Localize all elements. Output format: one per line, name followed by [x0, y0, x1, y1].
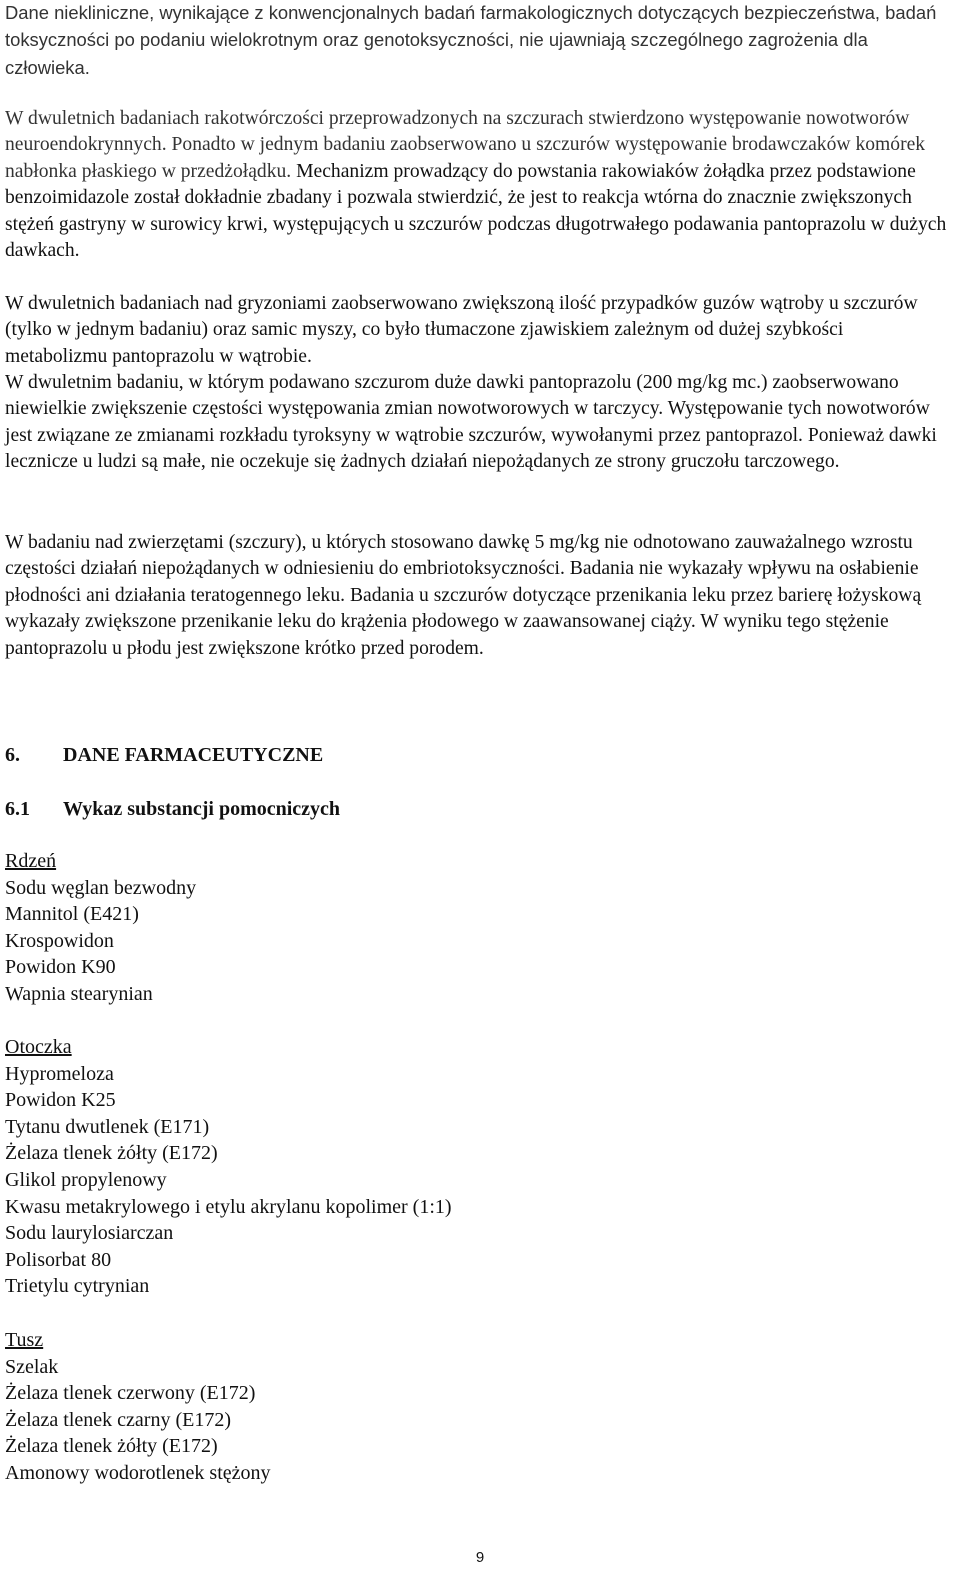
- paragraph-liver-tumors: W dwuletnich badaniach nad gryzoniami zaobserwowano zwiększoną ilość przypadków guzów wątroby u szczurów (tylko w jednym badaniu) oraz samic myszy, co było tłumaczone zjawiskiem zależnym od dużej szybkości metabolizmu pantoprazolu w wątrobie.: [5, 293, 918, 367]
- list-subheading: Rdzeń: [5, 850, 57, 872]
- list-item: Glikol propylenowy: [5, 1168, 167, 1191]
- paragraph-embryotoxicity: W badaniu nad zwierzętami (szczury), u których stosowano dawkę 5 mg/kg nie odnotowano zauważalnego wzrostu częstości działań niepożądanych w odniesieniu do embriotoksyczności. Badania nie wykazały wpływu na osłabienie płodności ani działania teratogennego leku. Badania u szczurów dotyczące przenikania leku przez barierę łożyskową wykazały zwiększone przenikanie leku do krążenia płodowego w zaawansowanej ciąży. W wyniku tego stężenie pantoprazolu u płodu jest zwiększone krótko przed porodem.: [5, 532, 922, 659]
- core-excipients-list: [5, 848, 196, 1008]
- section-number: 6.: [5, 744, 20, 766]
- list-item: Sodu węglan bezwodny: [5, 876, 197, 899]
- list-item: Sodu laurylosiarczan: [5, 1222, 174, 1245]
- list-subheading: Tusz: [5, 1329, 44, 1351]
- section-title: DANE FARMACEUTYCZNE: [63, 744, 324, 766]
- list-item: Żelaza tlenek żółty (E172): [5, 1435, 218, 1458]
- section-6-heading: [5, 742, 323, 768]
- list-item: Amonowy wodorotlenek stężony: [5, 1461, 271, 1484]
- paragraph-carcinogenicity: W dwuletnich badaniach rakotwórczości przeprowadzonych na szczurach stwierdzono występowanie nowotworów neuroendokrynnych. Ponadto w jednym badaniu zaobserwowano u szczurów występowanie brodawczaków komórek nabłonka płaskiego w przedżołądku. Mechanizm prowadzący do powstania rakowiaków żołądka przez podstawione benzoimidazole został dokładnie zbadany i pozwala stwierdzić, że jest to reakcja wtórna do znacznie zwiększonych stężeń gastryny w surowicy krwi, występujących u szczurów podczas długotrwałego podawania pantoprazolu w dużych dawkach.: [5, 108, 947, 262]
- section-6-1-heading: [5, 796, 340, 822]
- section-title: Wykaz substancji pomocniczych: [63, 798, 341, 820]
- paragraph-thyroid: W dwuletnim badaniu, w którym podawano szczurom duże dawki pantoprazolu (200 mg/kg mc.) zaobserwowano niewielkie zwiększenie częstości występowania zmian nowotworowych w tarczycy. Występowanie tych nowotworów jest związane ze zmianami rozkładu tyroksyny w wątrobie szczurów, wywołanymi przez pantoprazol. Ponieważ dawki lecznicze u ludzi są małe, nie oczekuje się żadnych działań niepożądanych ze strony gruczołu tarczowego.: [5, 372, 937, 473]
- list-item: Kwasu metakrylowego i etylu akrylanu kopolimer (1:1): [5, 1195, 452, 1218]
- section-number: 6.1: [5, 798, 30, 820]
- list-item: Polisorbat 80: [5, 1248, 112, 1271]
- list-item: Żelaza tlenek żółty (E172): [5, 1142, 218, 1165]
- page-number: 9: [475, 1549, 485, 1566]
- list-item: Żelaza tlenek czerwony (E172): [5, 1382, 256, 1405]
- list-item: Żelaza tlenek czarny (E172): [5, 1408, 231, 1431]
- list-item: Powidon K25: [5, 1089, 116, 1112]
- coating-excipients-list: [5, 1034, 452, 1300]
- list-item: Trietylu cytrynian: [5, 1275, 150, 1298]
- list-item: Szelak: [5, 1355, 59, 1378]
- ink-excipients-list: [5, 1327, 271, 1487]
- list-subheading: Otoczka: [5, 1036, 72, 1058]
- list-item: Tytanu dwutlenek (E171): [5, 1115, 210, 1138]
- list-item: Powidon K90: [5, 956, 116, 979]
- list-item: Krospowidon: [5, 929, 114, 952]
- list-item: Mannitol (E421): [5, 903, 139, 926]
- paragraph-nonclinical-intro: Dane niekliniczne, wynikające z konwencjonalnych badań farmakologicznych dotyczących bezpieczeństwa, badań toksyczności po podaniu wielokrotnym oraz genotoksyczności, nie ujawniają szczególnego zagrożenia dla człowieka.: [5, 2, 937, 78]
- list-item: Hypromeloza: [5, 1062, 114, 1085]
- list-item: Wapnia stearynian: [5, 982, 153, 1005]
